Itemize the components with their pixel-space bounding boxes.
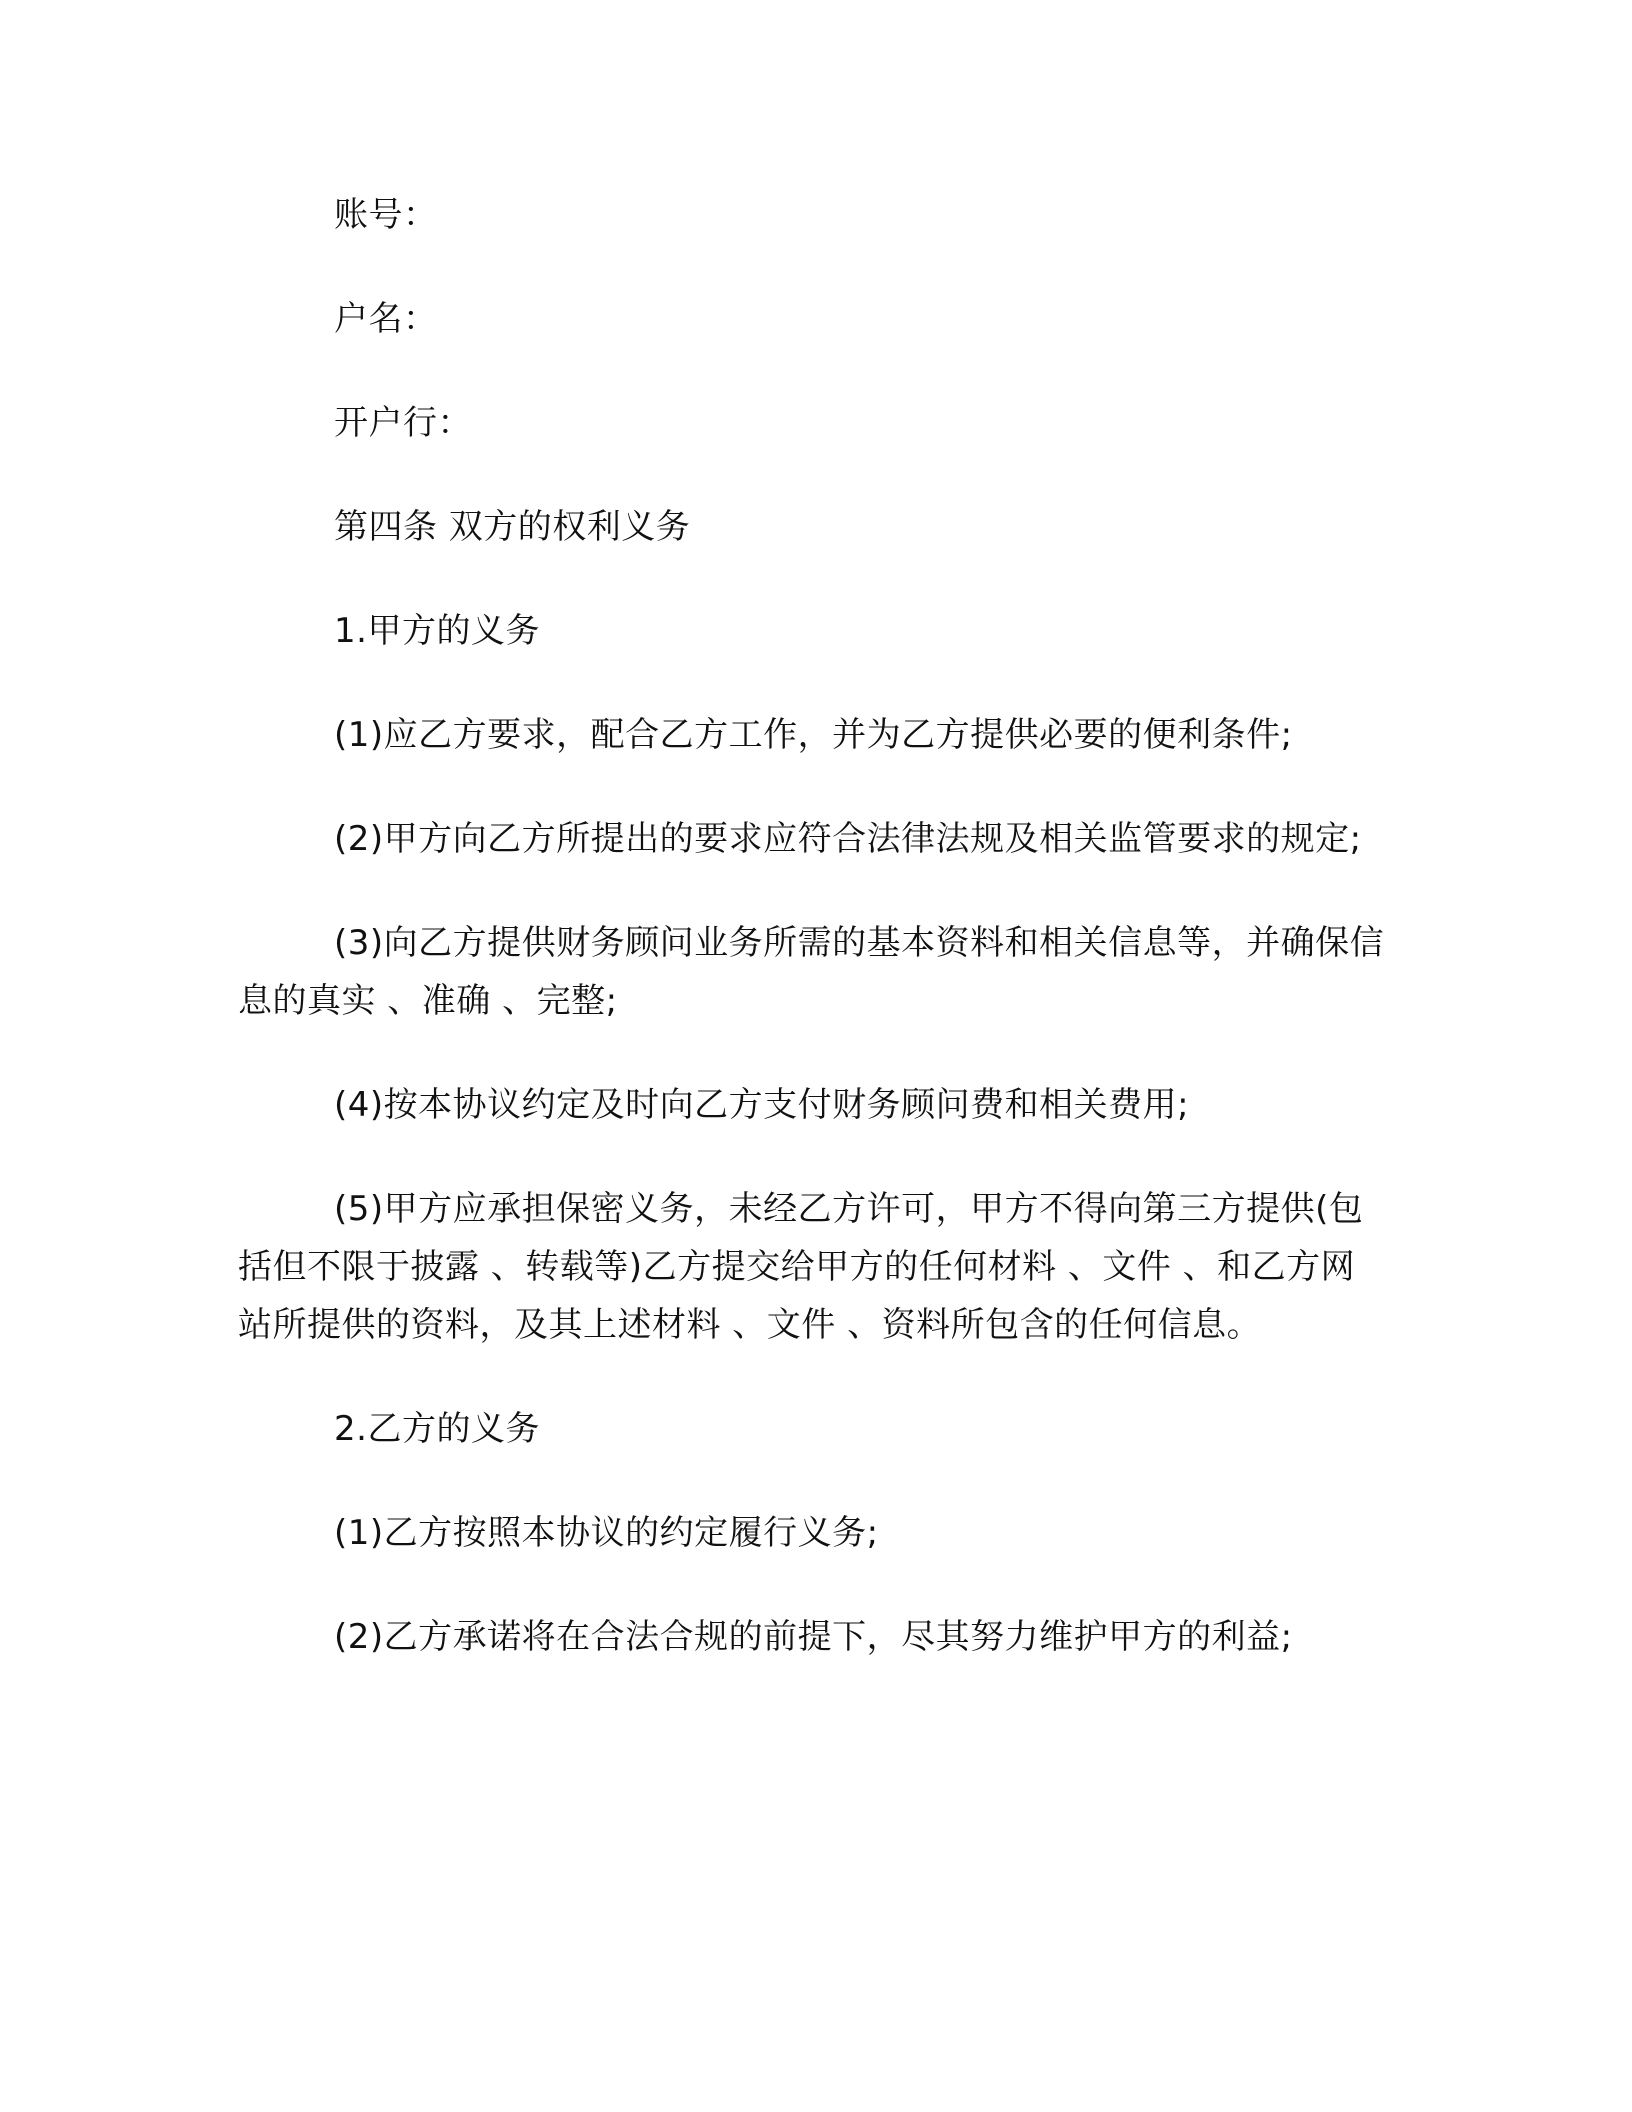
party-b-item-1: (1)乙方按照本协议的约定履行义务; xyxy=(334,1513,879,1553)
party-a-item-4: (4)按本协议约定及时向乙方支付财务顾问费和相关费用; xyxy=(334,1085,1190,1125)
party-b-item-2: (2)乙方承诺将在合法合规的前提下，尽其努力维护甲方的利益; xyxy=(334,1617,1293,1657)
party-b-obligations-heading: 2.乙方的义务 xyxy=(334,1409,540,1449)
account-number-label: 账号： xyxy=(334,195,438,235)
party-a-obligations-heading: 1.甲方的义务 xyxy=(334,611,540,651)
document-body xyxy=(238,186,1388,1712)
account-name-label: 户名： xyxy=(334,299,438,339)
bank-label: 开户行： xyxy=(334,403,472,443)
party-a-item-3: (3)向乙方提供财务顾问业务所需的基本资料和相关信息等，并确保信息的真实 、准确 、完整; xyxy=(238,923,1385,1021)
party-a-item-2: (2)甲方向乙方所提出的要求应符合法律法规及相关监管要求的规定; xyxy=(334,819,1362,859)
article-four-heading: 第四条 双方的权利义务 xyxy=(334,507,691,547)
party-a-item-1: (1)应乙方要求，配合乙方工作，并为乙方提供必要的便利条件; xyxy=(334,715,1293,755)
party-a-item-5: (5)甲方应承担保密义务，未经乙方许可，甲方不得向第三方提供(包括但不限于披露 、转载等)乙方提交给甲方的任何材料 、文件 、和乙方网站所提供的资料，及其上述材料 、文件 、资料所包含的任何信息。 xyxy=(238,1189,1364,1345)
